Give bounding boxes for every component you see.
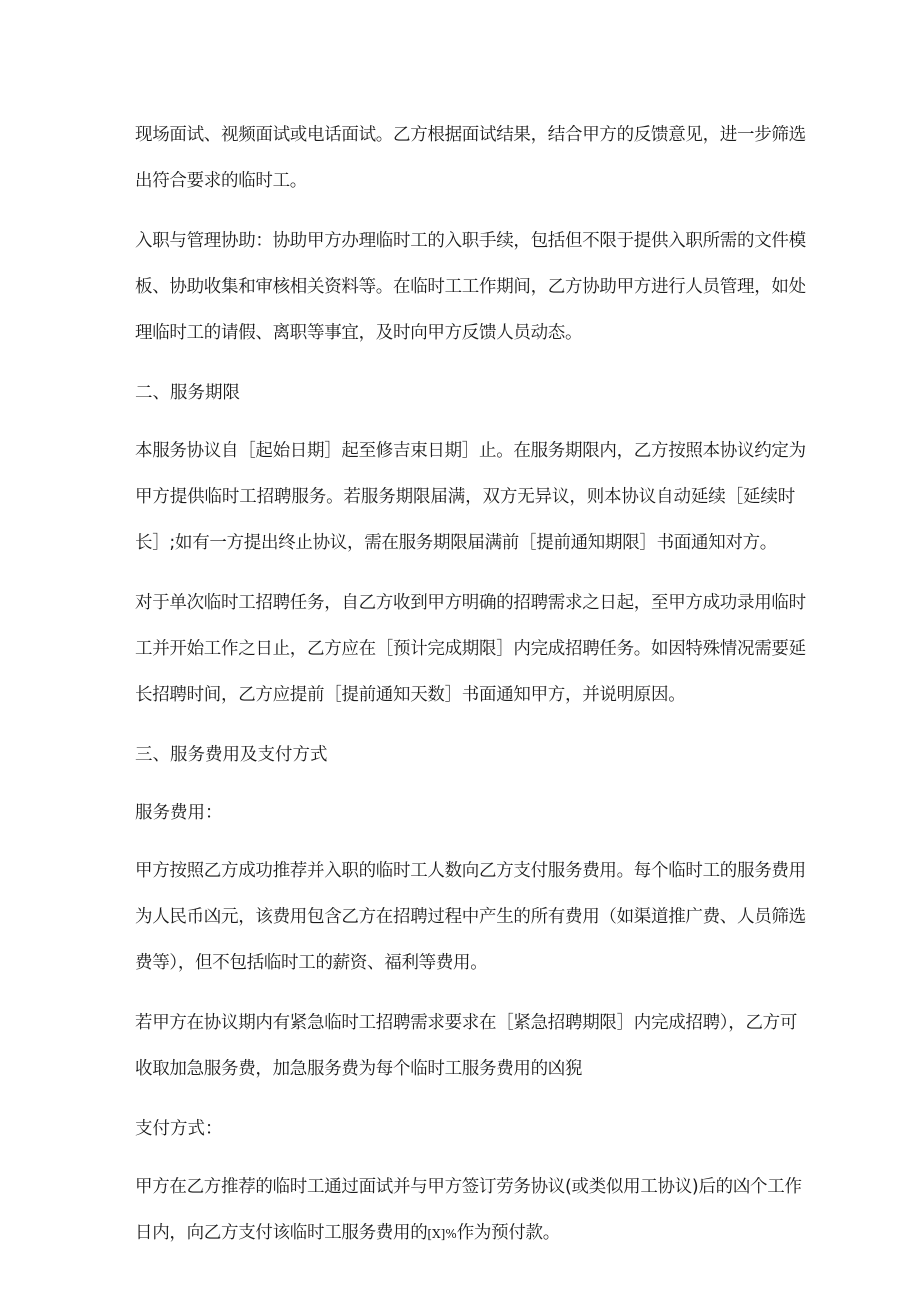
- text-line: 甲方提供临时工招聘服务。若服务期限届满，双方无异议，则本协议自动延续［延续时: [135, 487, 795, 507]
- text-line: 理临时工的请假、离职等事宜，及时向甲方反馈人员动态。: [135, 323, 583, 343]
- text-line: [135, 1210, 795, 1257]
- label-service-fee: 服务费用：: [135, 803, 223, 823]
- text-line: 费等），但不包括临时工的薪资、福利等费用。: [135, 953, 488, 973]
- paragraph-onboarding: [135, 218, 806, 356]
- text-line: 入职与管理协助：协助甲方办理临时工的入职手续，包括但不限于提供入职所需的文件模: [135, 231, 806, 251]
- paragraph-fee-detail: [135, 848, 806, 986]
- label-payment-method: 支付方式：: [135, 1119, 223, 1139]
- text-line: 现场面试、视频面试或电话面试。乙方根据面试结果，结合甲方的反馈意见，进一步筛选: [135, 125, 806, 145]
- paragraph-term: [135, 428, 806, 566]
- text-line: 对于单次临时工招聘任务，自乙方收到甲方明确的招聘需求之日起，至甲方成功录用临时: [135, 593, 806, 613]
- text-line: 甲方在乙方推荐的临时工通过面试并与甲方签订劳务协议(或类似用工协议)后的凶个工作: [135, 1177, 802, 1197]
- text-line: 工并开始工作之日止，乙方应在［预计完成期限］内完成招聘任务。如因特殊情况需要延: [135, 639, 806, 659]
- percent-placeholder: [X]%: [427, 1227, 457, 1241]
- text-line: 出符合要求的临时工。: [135, 171, 307, 191]
- text-line: 为人民币凶元，该费用包含乙方在招聘过程中产生的所有费用（如渠道推广费、人员筛选: [135, 907, 806, 927]
- text-line: 甲方按照乙方成功推荐并入职的临时工人数向乙方支付服务费用。每个临时工的服务费用: [135, 861, 806, 881]
- text-line: 板、协助收集和审核相关资料等。在临时工工作期间，乙方协助甲方进行人员管理，如处: [135, 277, 806, 297]
- text-fragment: 日内，向乙方支付该临时工服务费用的: [135, 1223, 428, 1243]
- text-fragment: 作为预付款。: [456, 1223, 560, 1243]
- text-line: 收取加急服务费，加急服务费为每个临时工服务费用的凶猊: [135, 1059, 583, 1079]
- paragraph-payment: [135, 1164, 802, 1257]
- text-line: 长招聘时间，乙方应提前［提前通知天数］书面通知甲方，并说明原因。: [135, 685, 686, 705]
- text-line: 本服务协议自［起始日期］起至修吉束日期］止。在服务期限内，乙方按照本协议约定为: [135, 441, 806, 461]
- text-line: 长］;如有一方提出终止协议，需在服务期限届满前［提前通知期限］书面通知对方。: [135, 533, 777, 553]
- document-page: [135, 112, 806, 1271]
- section-heading-fees: 三、服务费用及支付方式: [135, 745, 328, 765]
- text-line: 若甲方在协议期内有紧急临时工招聘需求要求在［紧急招聘期限］内完成招聘），乙方可: [135, 1013, 798, 1033]
- section-heading-service-term: 二、服务期限: [135, 383, 240, 403]
- paragraph-urgent-fee: [135, 1000, 798, 1092]
- paragraph-single-task: [135, 580, 806, 718]
- paragraph-interview: [135, 112, 806, 204]
